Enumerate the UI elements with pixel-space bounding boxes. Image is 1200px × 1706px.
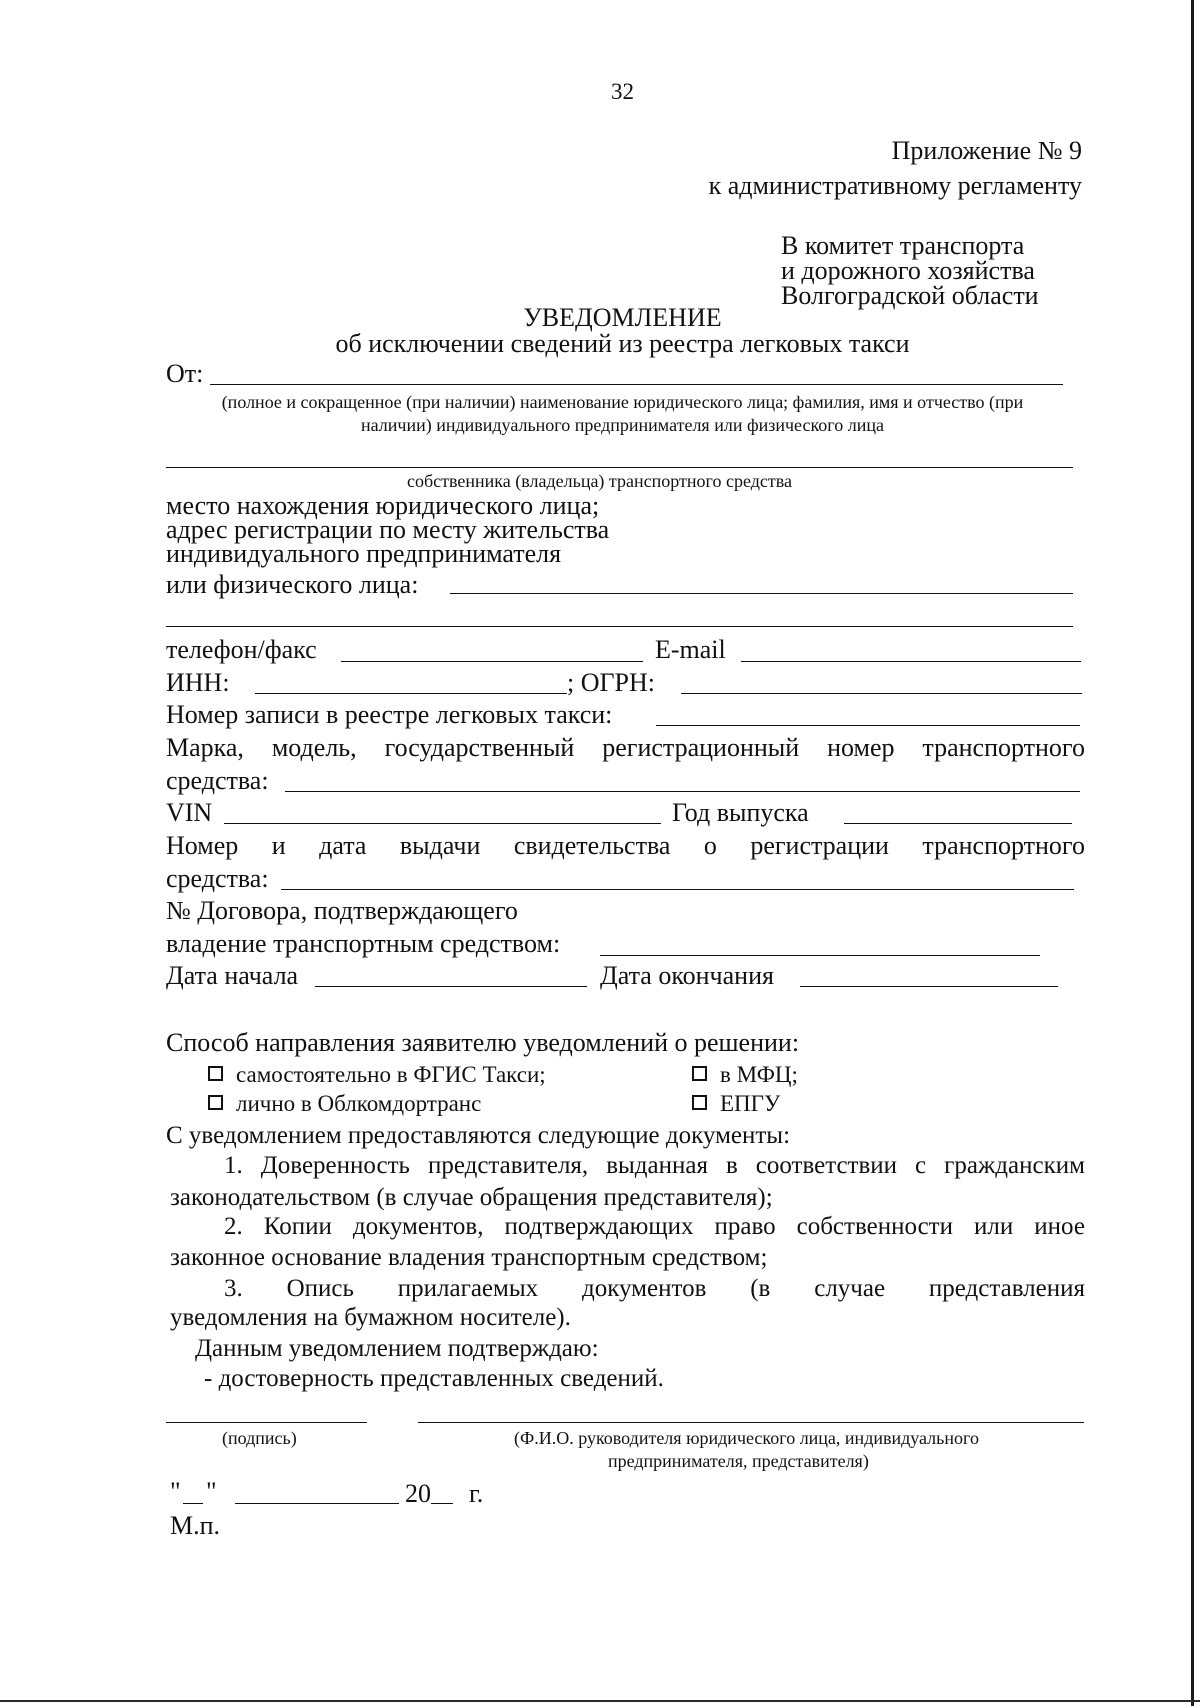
address-field-cont[interactable] <box>166 626 1073 627</box>
certificate-label <box>166 833 1085 859</box>
document-item-1-word: в <box>725 1152 738 1179</box>
from-field[interactable] <box>210 384 1063 385</box>
option-fgis-label: самостоятельно в ФГИС Такси; <box>236 1062 546 1087</box>
checkbox-oblkomdortrans[interactable] <box>208 1095 223 1110</box>
document-item-2-word: подтверждающих <box>504 1213 694 1240</box>
addressee-line3: Волгоградской области <box>781 281 1039 310</box>
certificate-label-cont: средства: <box>166 864 269 893</box>
certificate-word: и <box>271 831 286 860</box>
full-name-hint-line1: (Ф.И.О. руководителя юридического лица, индивидуального <box>514 1428 979 1448</box>
address-line2: адрес регистрации по месту жительства <box>166 515 610 544</box>
document-item-3-cont: уведомления на бумажном носителе). <box>170 1304 571 1331</box>
from-label: От: <box>166 359 204 388</box>
appendix-reference: к административному регламенту <box>708 171 1082 200</box>
document-item-3-word: представления <box>928 1275 1085 1302</box>
page-number: 32 <box>611 79 634 104</box>
document-item-3 <box>224 1276 1085 1301</box>
ogrn-label: ; ОГРН: <box>567 668 655 697</box>
vehicle-label-cont: средства: <box>166 766 269 795</box>
certificate-word: свидетельства <box>513 831 671 860</box>
contract-label-line1: № Договора, подтверждающего <box>166 896 518 925</box>
document-item-3-word: документов <box>582 1275 707 1302</box>
certificate-word: регистрации <box>750 831 889 860</box>
document-item-1 <box>224 1153 1085 1178</box>
document-item-2-word: иное <box>1034 1213 1085 1240</box>
scan-edge-bottom <box>0 1700 1200 1702</box>
contract-field[interactable] <box>600 955 1040 956</box>
date-start-field[interactable] <box>315 986 587 987</box>
certificate-word: транспортного <box>922 831 1085 860</box>
year-label: Год выпуска <box>672 798 809 827</box>
document-item-2-word: или <box>974 1213 1014 1240</box>
full-name-field[interactable] <box>418 1422 1084 1423</box>
inn-label: ИНН: <box>166 668 230 697</box>
checkbox-epgu[interactable] <box>692 1095 707 1110</box>
scan-edge-right <box>1191 0 1194 1706</box>
document-item-1-word: гражданским <box>944 1152 1085 1179</box>
document-item-1-word: выданная <box>606 1152 708 1179</box>
vehicle-field[interactable] <box>285 791 1080 792</box>
document-item-2-word: право <box>714 1213 776 1240</box>
vehicle-word: номер <box>827 733 895 762</box>
document-item-1-word: Доверенность <box>260 1152 410 1179</box>
document-item-3-word: случае <box>814 1275 886 1302</box>
document-item-2-word: документов, <box>352 1213 484 1240</box>
document-item-3-word: 3. <box>224 1275 243 1302</box>
from-hint-line2: наличии) индивидуального предпринимателя или физического лица <box>361 415 884 435</box>
registry-number-field[interactable] <box>656 725 1080 726</box>
checkbox-fgis[interactable] <box>208 1066 223 1081</box>
document-title: УВЕДОМЛЕНИЕ <box>523 303 722 332</box>
document-item-2-word: собственности <box>796 1213 953 1240</box>
documents-heading: С уведомлением предоставляются следующие документы: <box>166 1122 791 1149</box>
email-field[interactable] <box>741 661 1081 662</box>
certificate-field[interactable] <box>281 889 1074 890</box>
vehicle-word: модель, <box>271 733 357 762</box>
date-quote-open: " <box>170 1477 181 1506</box>
confirm-line2: - достоверность представленных сведений. <box>204 1365 664 1392</box>
date-day-field[interactable] <box>183 1503 203 1504</box>
certificate-word: о <box>703 831 717 860</box>
delivery-heading: Способ направления заявителю уведомлений о решении: <box>166 1028 800 1057</box>
document-item-3-word: прилагаемых <box>397 1275 539 1302</box>
address-line1: место нахождения юридического лица; <box>166 491 600 520</box>
document-item-2-word: 2. <box>224 1213 243 1240</box>
document-item-2-word: Копии <box>263 1213 332 1240</box>
registry-number-label: Номер записи в реестре легковых такси: <box>166 700 613 729</box>
document-item-1-word: 1. <box>224 1152 243 1179</box>
date-end-label: Дата окончания <box>600 961 774 990</box>
document-item-1-word: соответствии <box>755 1152 898 1179</box>
owner-field[interactable] <box>166 467 1073 468</box>
vehicle-word: транспортного <box>922 733 1085 762</box>
signature-field[interactable] <box>166 1422 367 1423</box>
contract-label-line2: владение транспортным средством: <box>166 929 561 958</box>
document-subtitle: об исключении сведений из реестра легковых такси <box>335 329 910 358</box>
date-year-suffix: г. <box>469 1479 484 1508</box>
vehicle-word: Марка, <box>166 733 244 762</box>
date-start-label: Дата начала <box>166 961 299 990</box>
address-line4: или физического лица: <box>166 570 419 599</box>
option-mfc-label: в МФЦ; <box>720 1062 798 1087</box>
option-epgu-label: ЕПГУ <box>720 1091 781 1116</box>
certificate-word: выдачи <box>399 831 481 860</box>
certificate-word: дата <box>319 831 367 860</box>
date-year-field[interactable] <box>431 1503 453 1504</box>
full-name-hint-line2: предпринимателя, представителя) <box>608 1451 869 1471</box>
document-item-1-word: представителя, <box>427 1152 589 1179</box>
vehicle-word: регистрационный <box>602 733 800 762</box>
year-field[interactable] <box>844 823 1072 824</box>
stamp-place: М.п. <box>170 1511 221 1540</box>
appendix-number: Приложение № 9 <box>891 136 1082 165</box>
address-field[interactable] <box>450 593 1073 594</box>
date-quote-close: " <box>206 1477 217 1506</box>
document-item-3-word: (в <box>750 1275 771 1302</box>
owner-hint: собственника (владельца) транспортного средства <box>407 471 792 491</box>
date-month-field[interactable] <box>235 1503 399 1504</box>
address-line3: индивидуального предпринимателя <box>166 539 562 568</box>
addressee-line2: и дорожного хозяйства <box>781 256 1035 285</box>
confirm-line1: Данным уведомлением подтверждаю: <box>195 1335 599 1362</box>
ogrn-field[interactable] <box>681 693 1082 694</box>
signature-hint: (подпись) <box>222 1428 297 1448</box>
from-hint-line1: (полное и сокращенное (при наличии) наименование юридического лица; фамилия, имя и отчество (при <box>221 392 1024 412</box>
document-item-2 <box>224 1214 1085 1239</box>
option-oblkomdortrans-label: лично в Облкомдортранс <box>236 1091 482 1116</box>
addressee-line1: В комитет транспорта <box>781 231 1025 260</box>
date-year-prefix: 20 <box>405 1479 431 1508</box>
vin-label: VIN <box>166 798 213 827</box>
phone-field[interactable] <box>341 661 643 662</box>
date-end-field[interactable] <box>800 986 1058 987</box>
document-item-1-word: с <box>915 1152 927 1179</box>
document-item-1-cont: законодательством (в случае обращения представителя); <box>170 1184 773 1211</box>
vehicle-word: государственный <box>384 733 575 762</box>
document-item-3-word: Опись <box>286 1275 354 1302</box>
checkbox-mfc[interactable] <box>692 1066 707 1081</box>
vehicle-label <box>166 735 1085 761</box>
email-label: E-mail <box>655 635 726 664</box>
inn-field[interactable] <box>255 693 567 694</box>
certificate-word: Номер <box>166 831 239 860</box>
phone-label: телефон/факс <box>166 635 317 664</box>
vin-field[interactable] <box>224 823 661 824</box>
document-item-2-cont: законное основание владения транспортным средством; <box>170 1244 768 1271</box>
